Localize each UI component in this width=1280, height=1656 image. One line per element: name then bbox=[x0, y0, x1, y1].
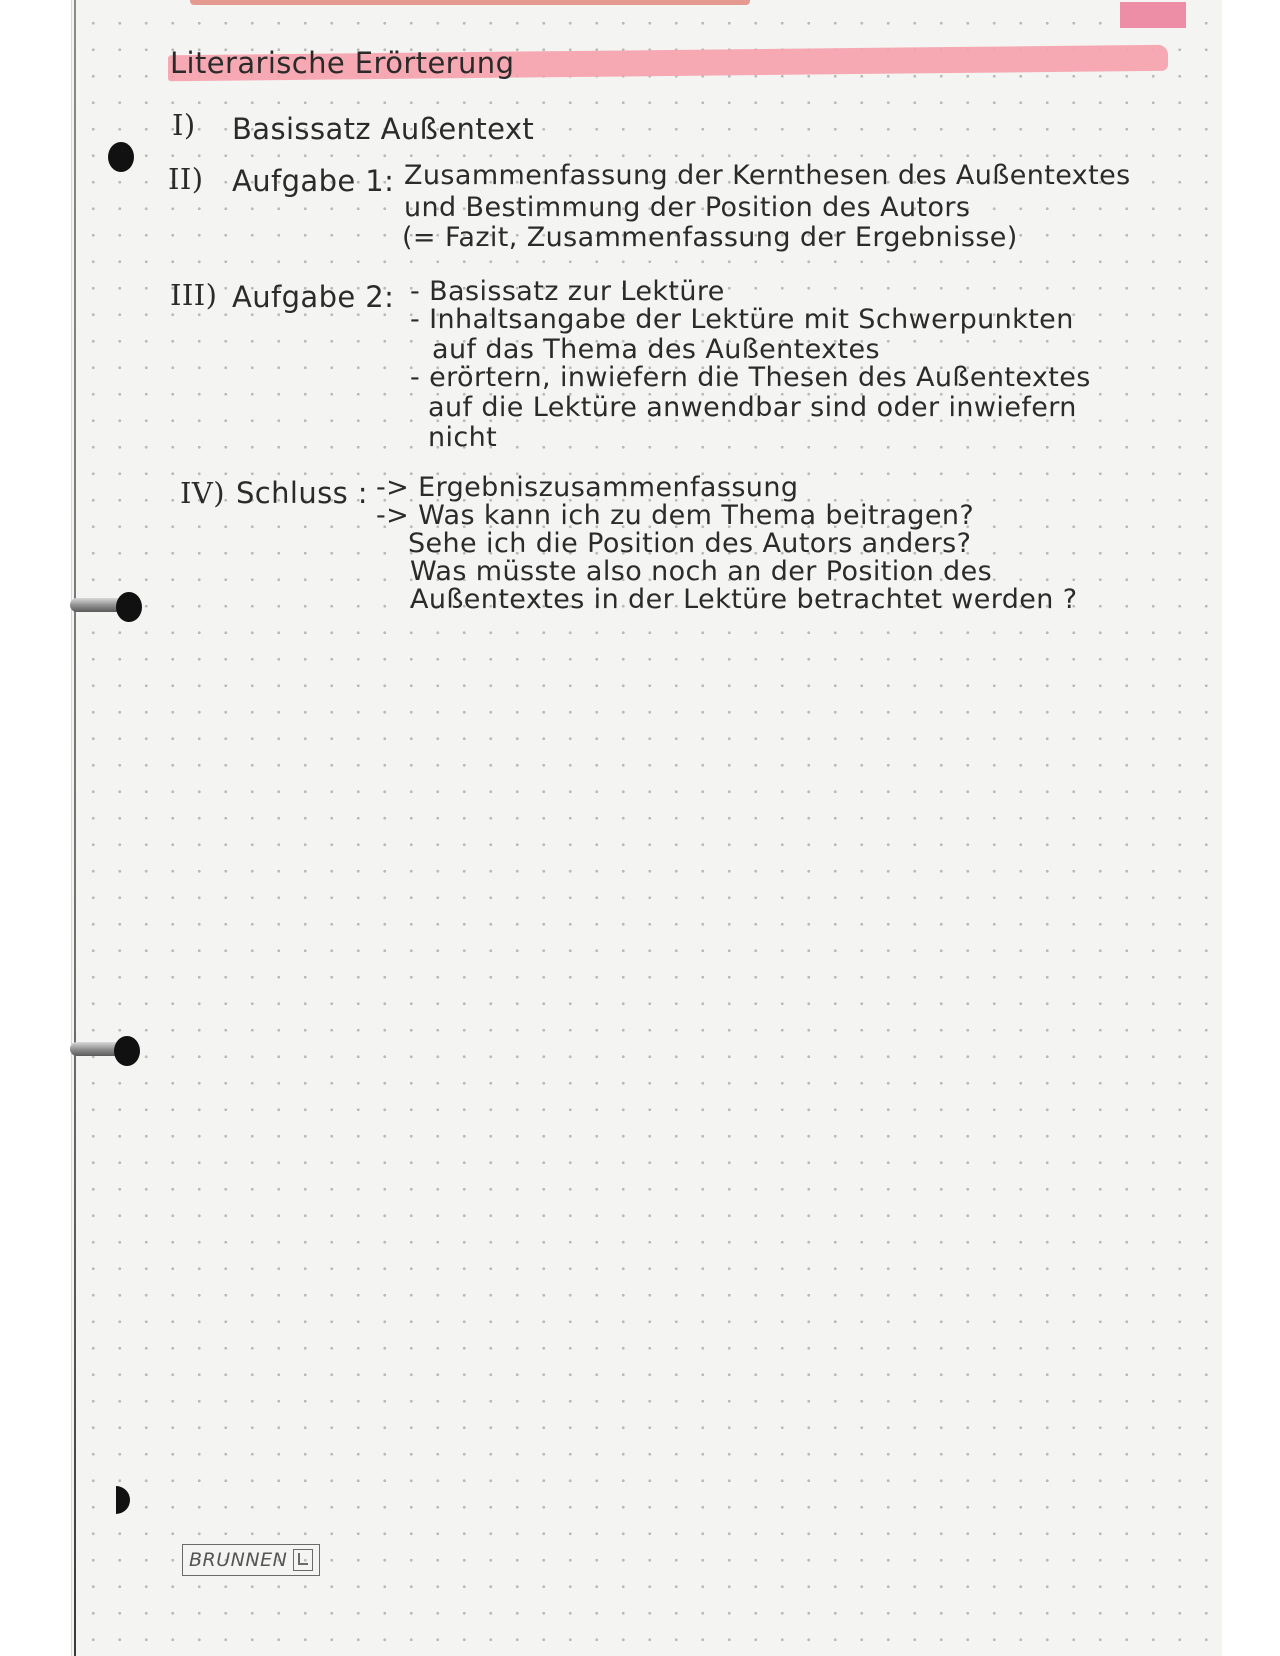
section-3-line-3: auf das Thema des Außentextes bbox=[432, 334, 881, 365]
section-4-line-2: -> Was kann ich zu dem Thema beitragen? bbox=[376, 500, 975, 531]
section-4-numeral: IV) bbox=[180, 476, 225, 510]
section-4-line-1: -> Ergebniszusammenfassung bbox=[376, 472, 799, 503]
section-2-line-1: Zusammenfassung der Kernthesen des Außentextes bbox=[404, 160, 1131, 191]
section-3-line-6: nicht bbox=[428, 422, 498, 453]
section-4-label: Schluss : bbox=[236, 476, 368, 510]
section-2-line-3: (= Fazit, Zusammenfassung der Ergebnisse) bbox=[402, 222, 1018, 253]
page-title: Literarische Erörterung bbox=[170, 46, 515, 80]
punch-hole-lower bbox=[114, 1036, 140, 1066]
section-3-line-1: - Basissatz zur Lektüre bbox=[410, 276, 725, 307]
pink-tab-marker bbox=[1120, 2, 1186, 28]
section-4-line-5: Außentextes in der Lektüre betrachtet werden ? bbox=[410, 584, 1078, 615]
punch-hole-top bbox=[108, 142, 134, 172]
section-1-label: Basissatz Außentext bbox=[232, 112, 535, 146]
punch-hole-upper bbox=[116, 592, 142, 622]
section-4-line-4: Was müsste also noch an der Position des bbox=[410, 556, 993, 587]
section-2-numeral: II) bbox=[168, 162, 204, 196]
brunnen-logo bbox=[182, 1544, 320, 1576]
brand-name: BRUNNEN bbox=[189, 1549, 288, 1571]
top-colored-strip bbox=[190, 0, 750, 5]
sheet-left-edge bbox=[74, 0, 76, 1656]
section-2-line-2: und Bestimmung der Position des Autors bbox=[404, 192, 971, 223]
section-2-label: Aufgabe 1: bbox=[232, 164, 395, 198]
section-3-line-2: - Inhaltsangabe der Lektüre mit Schwerpunkten bbox=[410, 304, 1074, 335]
section-1-numeral: I) bbox=[172, 108, 196, 142]
section-3-line-5: auf die Lektüre anwendbar sind oder inwiefern bbox=[428, 392, 1077, 423]
section-3-label: Aufgabe 2: bbox=[232, 280, 395, 314]
brand-mark-icon bbox=[293, 1549, 313, 1571]
section-3-line-4: - erörtern, inwiefern die Thesen des Außentextes bbox=[410, 362, 1091, 393]
section-4-line-3: Sehe ich die Position des Autors anders? bbox=[408, 528, 972, 559]
section-3-numeral: III) bbox=[170, 278, 218, 312]
